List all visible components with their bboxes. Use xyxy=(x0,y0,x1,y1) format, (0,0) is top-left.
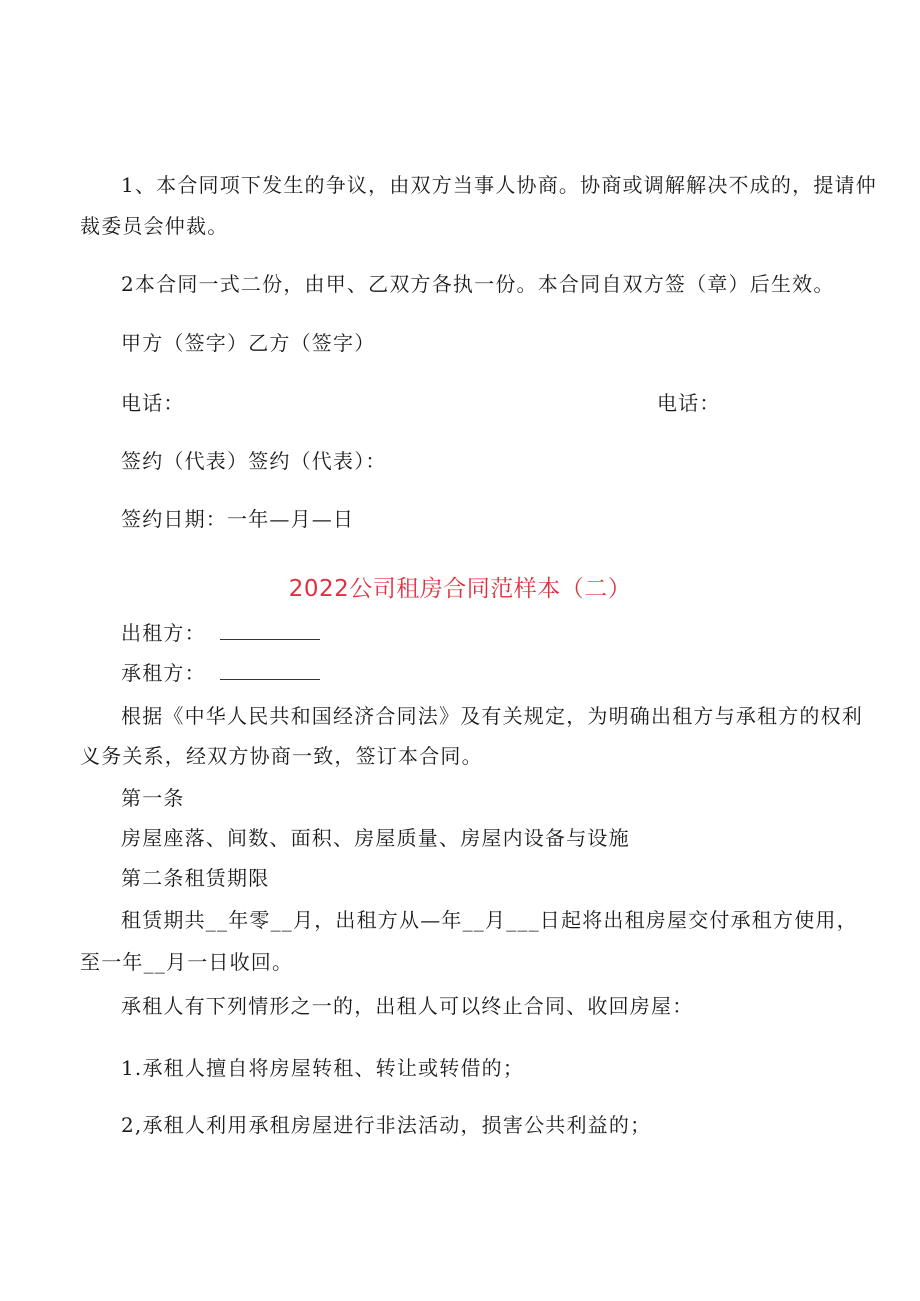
lessee-label: 承租方： xyxy=(121,661,206,685)
sign-parties: 甲方（签字）乙方（签字） xyxy=(121,331,376,355)
phone-label-right: 电话： xyxy=(657,391,721,415)
sign-date: 签约日期：一年—月—日 xyxy=(121,507,355,531)
lessor-row xyxy=(121,621,320,645)
representatives: 签约（代表）签约（代表）： xyxy=(121,449,387,473)
phone-label-left: 电话： xyxy=(121,391,185,415)
termination-intro: 承租人有下列情形之一的，出租人可以终止合同、收回房屋： xyxy=(121,994,694,1018)
intro-line-1: 根据《中华人民共和国经济合同法》及有关规定，为明确出租方与承租方的权利 xyxy=(121,704,863,728)
article-2-heading: 第二条租赁期限 xyxy=(121,866,270,890)
lessor-blank xyxy=(220,621,320,640)
intro-line-2: 义务关系，经双方协商一致，签订本合同。 xyxy=(80,744,483,768)
lease-line-1: 租赁期共__年零__月，出租方从—年__月___日起将出租房屋交付承租方使用， xyxy=(121,908,858,932)
clause-1-line-1: 1、本合同项下发生的争议，由双方当事人协商。协商或调解解决不成的，提请仲 xyxy=(121,173,877,197)
article-1-content: 房屋座落、间数、面积、房屋质量、房屋内设备与设施 xyxy=(121,826,630,850)
page-title: 2022公司租房合同范样本（二） xyxy=(288,576,632,602)
lessee-row xyxy=(121,661,320,685)
lease-line-2: 至一年__月一日收回。 xyxy=(80,950,294,974)
lessor-label: 出租方： xyxy=(121,621,206,645)
article-1-heading: 第一条 xyxy=(121,786,185,810)
termination-item-2: 2,承租人利用承租房屋进行非法活动，损害公共利益的； xyxy=(121,1113,652,1137)
clause-1-line-2: 裁委员会仲裁。 xyxy=(80,214,229,238)
lessee-blank xyxy=(220,661,320,680)
clause-2: 2本合同一式二份，由甲、乙双方各执一份。本合同自双方签（章）后生效。 xyxy=(121,272,835,296)
termination-item-1: 1.承租人擅自将房屋转租、转让或转借的； xyxy=(121,1056,525,1080)
